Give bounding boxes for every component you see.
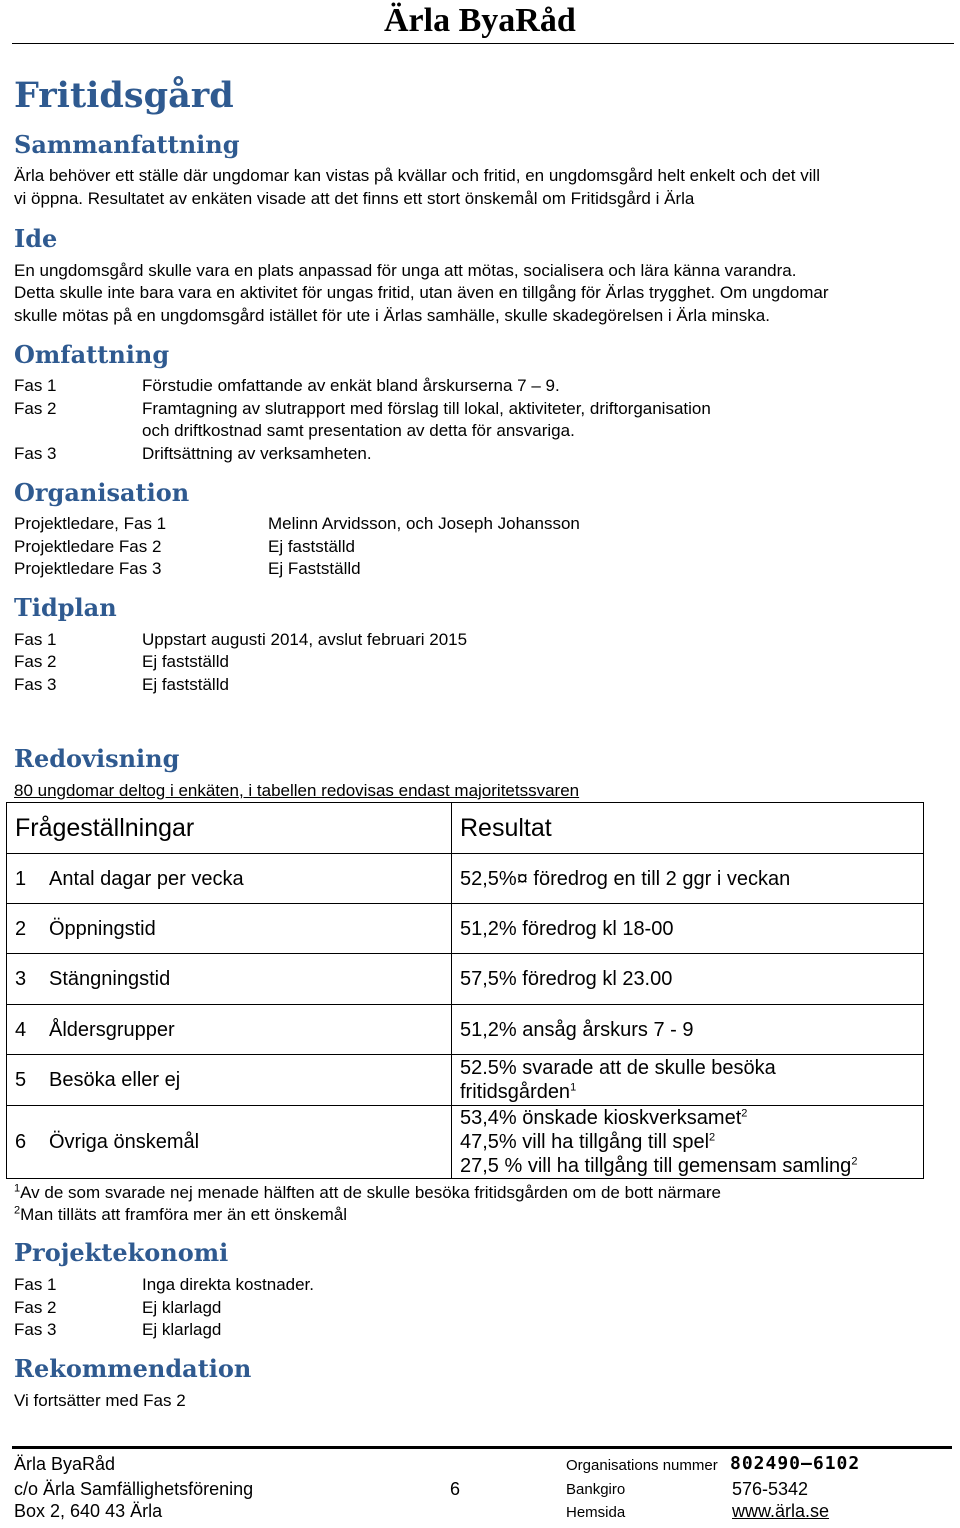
table-row (7, 1005, 924, 1055)
result-text: 27,5 % vill ha tillgång till gemensam samling (460, 1155, 852, 1177)
result-text: fritidsgården (460, 1081, 571, 1103)
result-cell (452, 1055, 924, 1106)
tidplan-text: Ej fastställd (142, 652, 229, 671)
header-org-title: Ärla ByaRåd (384, 2, 576, 39)
table-row (7, 854, 924, 904)
tidplan-text: Uppstart augusti 2014, avslut februari 2015 (142, 630, 468, 649)
footer-address-2: Box 2, 640 43 Ärla (14, 1501, 163, 1521)
tidplan-label: Fas 1 (14, 630, 57, 649)
organisation-role: Projektledare Fas 3 (14, 559, 162, 578)
footnote-ref: 2 (851, 1155, 858, 1168)
table-row (7, 1106, 924, 1179)
question-text: Åldersgrupper (49, 1018, 175, 1041)
result-text: 53,4% önskade kioskverksamet (460, 1107, 742, 1129)
projektekonomi-label: Fas 2 (14, 1298, 57, 1317)
tidplan-label: Fas 2 (14, 652, 57, 671)
footnote-ref: 2 (709, 1131, 716, 1144)
hemsida-label: Hemsida (566, 1504, 626, 1521)
bankgiro-value: 576-5342 (732, 1479, 809, 1499)
footnote-text: Av de som svarade nej menade hälften att de skulle besöka fritidsgården om de bott närmare (20, 1183, 721, 1202)
rekommendation-text: Vi fortsätter med Fas 2 (14, 1391, 186, 1410)
organisation-role: Projektledare, Fas 1 (14, 514, 167, 533)
orgnr-label: Organisations nummer (566, 1457, 718, 1474)
omfattning-heading: Omfattning (14, 340, 170, 369)
organisation-person: Melinn Arvidsson, och Joseph Johansson (268, 514, 580, 533)
projektekonomi-text: Ej klarlagd (142, 1298, 222, 1317)
row-number: 3 (15, 968, 27, 990)
tidplan-text: Ej fastställd (142, 675, 229, 694)
projektekonomi-text: Inga direkta kostnader. (142, 1275, 315, 1294)
question-cell (7, 904, 452, 954)
row-number: 2 (15, 917, 27, 940)
omfattning-text: och driftkostnad samt presentation av detta för ansvariga. (142, 421, 575, 440)
result-text: 47,5% vill ha tillgång till spel (460, 1131, 710, 1153)
table-row (7, 904, 924, 954)
question-text: Övriga önskemål (49, 1131, 200, 1153)
result-text: 52.5% svarade att de skulle besöka (460, 1057, 776, 1079)
row-number: 4 (15, 1018, 27, 1041)
omfattning-text: Framtagning av slutrapport med förslag till lokal, aktiviteter, driftorganisation (142, 399, 711, 418)
footnote-1 (14, 1182, 721, 1204)
row-number: 1 (15, 867, 27, 890)
organisation-person: Ej Fastställd (268, 559, 361, 578)
question-text: Antal dagar per vecka (49, 867, 244, 890)
footnote-ref: 2 (741, 1107, 748, 1120)
redovisning-heading: Redovisning (14, 744, 180, 773)
orgnr-value: 802490–6102 (730, 1453, 861, 1474)
tidplan-label: Fas 3 (14, 675, 57, 694)
ide-heading: Ide (14, 224, 58, 253)
question-cell (7, 1106, 452, 1179)
omfattning-text: Förstudie omfattande av enkät bland årskurserna 7 – 9. (142, 376, 560, 395)
column-header-questions: Frågeställningar (7, 803, 452, 854)
tidplan-heading: Tidplan (14, 593, 117, 622)
row-number: 6 (15, 1131, 27, 1153)
omfattning-label: Fas 3 (14, 444, 57, 463)
organisation-person: Ej fastställd (268, 537, 355, 556)
sammanfattning-line-2: vi öppna. Resultatet av enkäten visade att det finns ett stort önskemål om Fritidsgård i Ärla (14, 189, 695, 208)
page-number: 6 (450, 1479, 461, 1499)
question-text: Stängningstid (49, 968, 171, 990)
omfattning-label: Fas 2 (14, 399, 57, 418)
rekommendation-heading: Rekommendation (14, 1354, 252, 1383)
website-link[interactable]: www.ärla.se (732, 1501, 830, 1521)
question-cell (7, 1055, 452, 1106)
footnote-2 (14, 1204, 347, 1226)
footnote-text: Man tilläts att framföra mer än ett önskemål (20, 1205, 348, 1224)
sammanfattning-line-1: Ärla behöver ett ställe där ungdomar kan vistas på kvällar och fritid, en ungdomsgård helt enkelt och det vill (14, 166, 821, 185)
projektekonomi-label: Fas 3 (14, 1320, 57, 1339)
projektekonomi-text: Ej klarlagd (142, 1320, 222, 1339)
table-header-row (7, 803, 924, 854)
footnote-mark: 1 (14, 1182, 21, 1195)
ide-line-1: En ungdomsgård skulle vara en plats anpassad för unga att mötas, socialisera och lära känna varandra. (14, 261, 797, 280)
question-text: Besöka eller ej (49, 1069, 181, 1091)
question-text: Öppningstid (49, 917, 156, 940)
projektekonomi-heading: Projektekonomi (14, 1238, 229, 1267)
results-table (6, 802, 924, 1179)
projektekonomi-label: Fas 1 (14, 1275, 57, 1294)
header-divider (12, 43, 954, 44)
result-cell: 51,2% föredrog kl 18-00 (452, 904, 924, 954)
footnote-ref: 1 (570, 1081, 577, 1094)
result-cell: 57,5% föredrog kl 23.00 (452, 954, 924, 1005)
footer-org: Ärla ByaRåd (14, 1454, 116, 1474)
question-cell (7, 854, 452, 904)
organisation-role: Projektledare Fas 2 (14, 537, 162, 556)
ide-line-2: Detta skulle inte bara vara en aktivitet för ungas fritid, utan även en tillgång för Ärlas trygghet. Om ungdomar (14, 283, 829, 302)
bankgiro-label: Bankgiro (566, 1481, 626, 1498)
row-number: 5 (15, 1069, 27, 1091)
result-cell (452, 1106, 924, 1179)
question-cell (7, 954, 452, 1005)
ide-line-3: skulle mötas på en ungdomsgård istället för ute i Ärlas samhälle, skulle skadegörelsen i Ärla minska. (14, 306, 770, 325)
omfattning-text: Driftsättning av verksamheten. (142, 444, 372, 463)
result-cell: 52,5%¤ föredrog en till 2 ggr i veckan (452, 854, 924, 904)
table-row (7, 954, 924, 1005)
footnote-mark: 2 (14, 1204, 21, 1217)
column-header-results: Resultat (452, 803, 924, 854)
footer-address-1: c/o Ärla Samfällighetsförening (14, 1479, 254, 1499)
page-title: Fritidsgård (14, 75, 234, 116)
sammanfattning-heading: Sammanfattning (14, 130, 240, 159)
question-cell (7, 1005, 452, 1055)
result-cell: 51,2% ansåg årskurs 7 - 9 (452, 1005, 924, 1055)
footer-divider (12, 1446, 952, 1449)
omfattning-label: Fas 1 (14, 376, 57, 395)
redovisning-intro: 80 ungdomar deltog i enkäten, i tabellen redovisas endast majoritetssvaren (14, 781, 580, 800)
organisation-heading: Organisation (14, 478, 190, 507)
table-row (7, 1055, 924, 1106)
